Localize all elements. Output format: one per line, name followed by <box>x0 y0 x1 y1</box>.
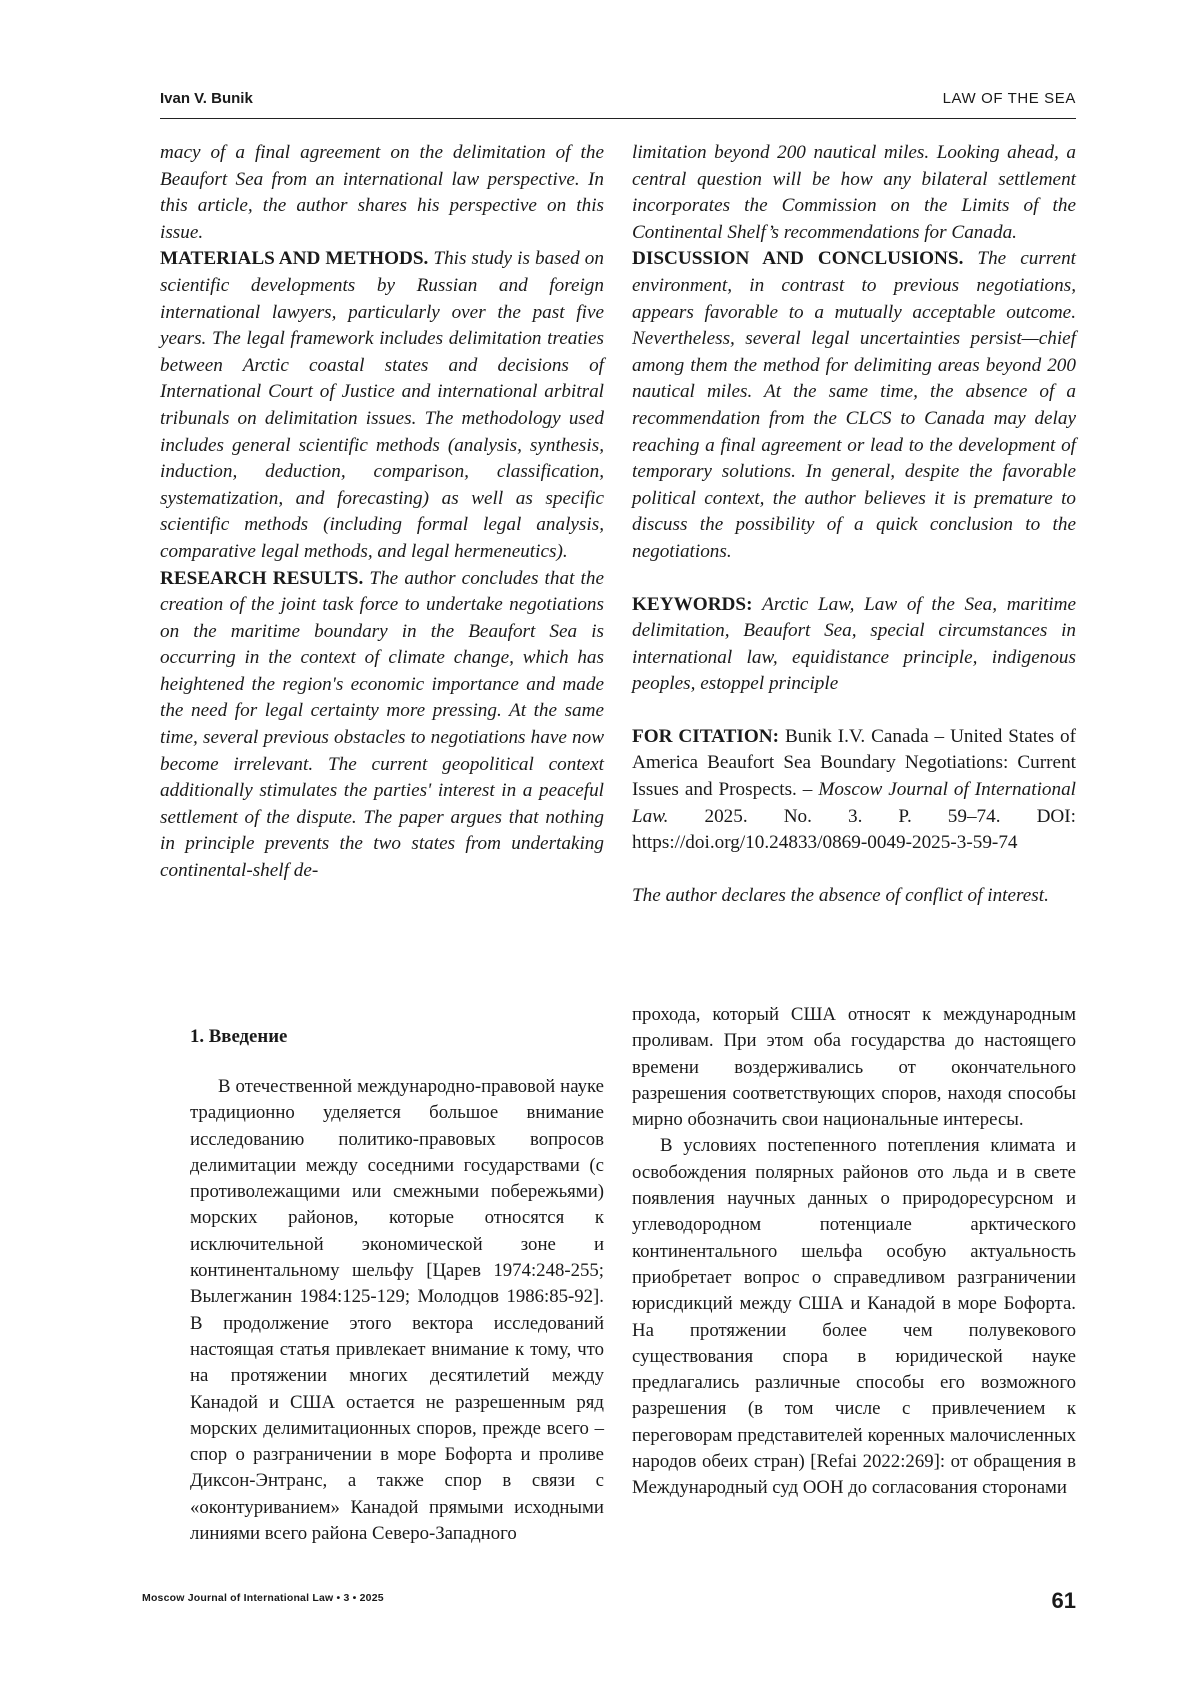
keywords-text: Arctic Law, Law of the Sea, maritime delimitation, Beaufort Sea, special circumstances in international law, equidistance principle, indigenous peoples, estoppel principle <box>632 593 1076 695</box>
citation-label: FOR CITATION: <box>632 725 779 747</box>
page-number: 61 <box>1051 1588 1076 1613</box>
results-label: RESEARCH RESULTS. <box>160 567 364 589</box>
keywords-label: KEYWORDS: <box>632 593 753 615</box>
citation-journal: Moscow Journal of International Law. <box>632 779 1077 827</box>
results-text: The author concludes that the creation of the joint task force to undertake negotiations on the maritime boundary in the Beaufort Sea is occurring in the context of climate change, which has heightened the region's economic importance and made the need for legal certainty more pressing. At the same time, several previous obstacles to negotiations have now become irrelevant. The current geopolitical context additionally stimulates the parties' interest in a peaceful settlement of the dispute. The paper argues that nothing in principle prevents the two states from undertaking continental-shelf de- <box>160 567 605 882</box>
citation-text: Bunik I.V. Canada – United States of America Beaufort Sea Boundary Negotiations: Current Issues and Prospects. – <box>632 725 1076 801</box>
section-heading: 1. Введение <box>190 1026 288 1047</box>
discussion-label: DISCUSSION AND CONCLUSIONS. <box>632 248 964 270</box>
citation-tail: 2025. No. 3. P. 59–74. DOI: https://doi.org/10.24833/0869-0049-2025-3-59-74 <box>632 805 1077 854</box>
body-paragraph-2: прохода, который США относят к международным проливам. При этом оба государства до настоящего времени воздерживались от окончательного разрешения соответствующих споров, находя способы мирно обозначить свои национальные интересы. <box>632 1004 1076 1131</box>
abstract-right-column <box>632 140 1076 909</box>
running-header <box>160 90 1076 119</box>
abstract-discussion <box>632 246 1076 565</box>
body-left-column <box>190 1038 604 1547</box>
header-section-title: LAW OF THE SEA <box>942 90 1076 107</box>
header-author: Ivan V. Bunik <box>160 90 253 107</box>
body-right-column <box>632 1002 1076 1502</box>
methods-text: This study is based on scientific developments by Russian and foreign international lawyers, particularly over the past five years. The legal framework includes delimitation treaties between Arctic coastal states and decisions of International Court of Justice and international arbitral tribunals on delimitation issues. The methodology used includes general scientific methods (analysis, synthesis, induction, deduction, comparison, classification, systematization, and forecasting) as well as specific scientific methods (including formal legal analysis, comparative legal methods, and legal hermeneutics). <box>160 248 604 562</box>
conflict-of-interest: The author declares the absence of conflict of interest. <box>632 884 1049 906</box>
abstract-keywords <box>632 592 1076 698</box>
abstract-intro-continuation: macy of a final agreement on the delimitation of the Beaufort Sea from an international law perspective. In this article, the author shares his perspective on this issue. <box>160 142 604 243</box>
body-paragraph-1: В отечественной международно-правовой науке традиционно уделяется большое внимание исследованию политико-правовых вопросов делимитации между соседними государствами (с противолежащими или смежными побережьями) морских районов, которые относятся к исключительной экономической зоне и континентальному шельфу [Царев 1974:248-255; Вылегжанин 1984:125-129; Молодцов 1986:85-92]. В продолжение этого вектора исследований настоящая статья привлекает внимание к тому, что на протяжении многих десятилетий между Канадой и США остается не разрешенным ряд морских делимитационных споров, прежде всего – спор о разграничении в море Бофорта и проливе Диксон-Энтранс, а также спор в связи с «оконтуриванием» Канадой прямыми исходными линиями всего района Северо-Западного <box>190 1076 604 1545</box>
discussion-text: The current environment, in contrast to previous negotiations, appears favorable to a mutually acceptable outcome. Nevertheless, several legal uncertainties persist—chief among them the method for delimiting areas beyond 200 nautical miles. At the same time, the absence of a recommendation from the CLCS to Canada may delay reaching a final agreement or lead to the development of temporary solutions. In general, despite the favorable political context, the author believes it is premature to discuss the possibility of a quick conclusion to the negotiations. <box>632 248 1076 562</box>
abstract-results <box>160 566 604 885</box>
body-paragraph-3: В условиях постепенного потепления климата и освобождения полярных районов ото льда и в свете появления научных данных о природоресурсном и углеводородном потенциале арктического континентального шельфа особую актуальность приобретает вопрос о справедливом разграничении юрисдикций между США и Канадой в море Бофорта. На протяжении более чем полувекового существования спора в юридической науке предлагались различные способы его возможного разрешения (в том числе с привлечением к переговорам представителей коренных малочисленных народов обеих стран) [Refai 2022:269]: от обращения в Международный суд ООН до согласования сторонами <box>632 1135 1076 1499</box>
abstract-methods <box>160 246 604 565</box>
methods-label: MATERIALS AND METHODS. <box>160 248 429 270</box>
footer-journal-name: Moscow Journal of International Law • 3 • 2025 <box>142 1592 384 1604</box>
abstract-results-continuation: limitation beyond 200 nautical miles. Looking ahead, a central question will be how any bilateral settlement incorporates the Commission on the Limits of the Continental Shelf’s recommendations for Canada. <box>632 142 1076 243</box>
abstract-left-column <box>160 140 604 885</box>
page-footer <box>142 1588 1076 1628</box>
abstract-citation <box>632 724 1076 857</box>
